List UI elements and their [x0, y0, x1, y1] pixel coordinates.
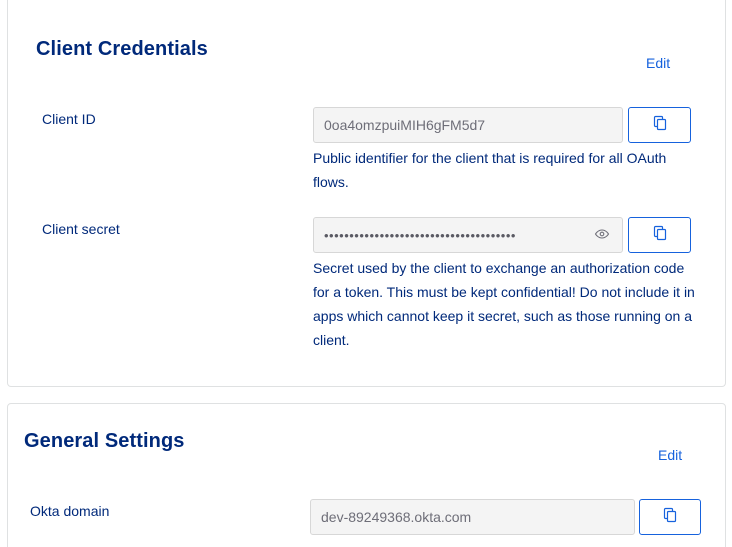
- copy-icon: [662, 507, 678, 528]
- client-secret-label: Client secret: [42, 221, 120, 237]
- edit-client-credentials-button[interactable]: Edit: [646, 55, 671, 71]
- copy-icon: [652, 225, 668, 246]
- client-id-field-group: [313, 107, 691, 143]
- page-title-general-settings: General Settings: [24, 430, 185, 452]
- client-id-help-text: Public identifier for the client that is required for all OAuth flows.: [313, 150, 667, 190]
- okta-domain-label: Okta domain: [30, 503, 110, 519]
- client-secret-help-text: Secret used by the client to exchange an authorization code for a token. This must be kept confidential! Do not include it in apps which cannot keep it secret, such as those running on a client.: [313, 260, 695, 348]
- copy-client-id-button[interactable]: [628, 107, 691, 143]
- copy-client-secret-button[interactable]: [628, 217, 691, 253]
- edit-general-settings-button[interactable]: Edit: [658, 447, 683, 463]
- page-title-client-credentials: Client Credentials: [36, 38, 208, 60]
- client-secret-masked-value: ••••••••••••••••••••••••••••••••••••••: [324, 227, 516, 243]
- client-secret-input[interactable]: [313, 217, 623, 253]
- client-secret-field-group: [313, 217, 691, 253]
- copy-okta-domain-button[interactable]: [639, 499, 701, 535]
- okta-domain-input[interactable]: dev-89249368.okta.com: [310, 499, 635, 535]
- client-id-input[interactable]: 0oa4omzpuiMIH6gFM5d7: [313, 107, 623, 143]
- eye-icon: [594, 226, 610, 245]
- copy-icon: [652, 115, 668, 136]
- okta-domain-field-group: [310, 499, 701, 535]
- client-id-label: Client ID: [42, 111, 96, 127]
- reveal-client-secret-button[interactable]: [592, 226, 612, 245]
